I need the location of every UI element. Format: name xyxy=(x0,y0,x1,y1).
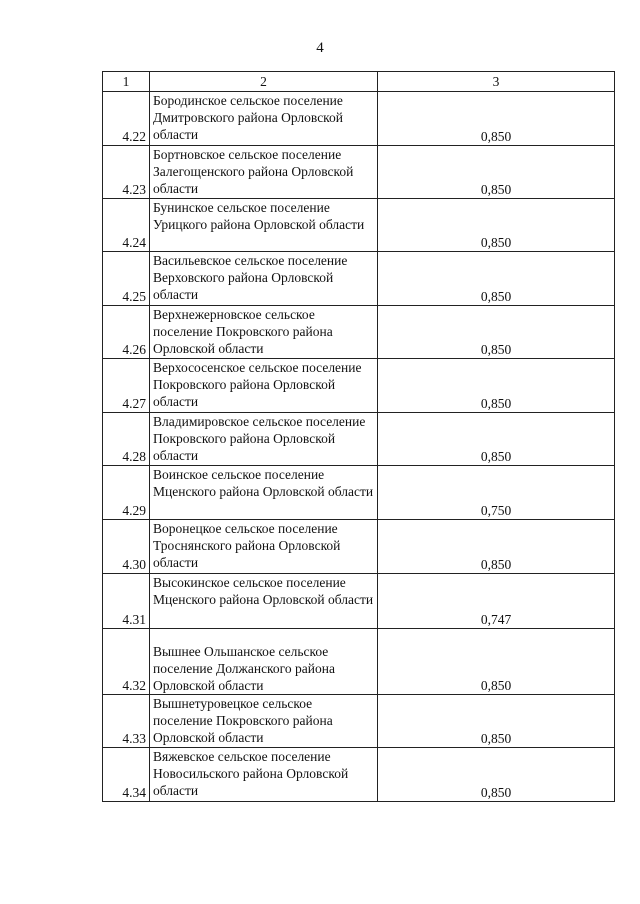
data-table xyxy=(102,71,615,802)
coefficient-value: 0,850 xyxy=(378,252,615,306)
table-row xyxy=(103,520,615,574)
row-number: 4.31 xyxy=(103,574,150,629)
table-row xyxy=(103,199,615,252)
table-row xyxy=(103,629,615,695)
coefficient-value: 0,747 xyxy=(378,574,615,629)
table-row xyxy=(103,92,615,146)
coefficient-value: 0,850 xyxy=(378,748,615,802)
page-number: 4 xyxy=(316,40,324,56)
row-number: 4.24 xyxy=(103,199,150,252)
row-number: 4.30 xyxy=(103,520,150,574)
settlement-name: Бортновское сельское поселение Залегощенского района Орловской области xyxy=(150,146,378,199)
settlement-name: Бородинское сельское поселение Дмитровского района Орловской области xyxy=(150,92,378,146)
settlement-name: Воинское сельское поселение Мценского района Орловской области xyxy=(150,466,378,520)
row-number: 4.22 xyxy=(103,92,150,146)
row-number: 4.26 xyxy=(103,306,150,359)
coefficient-value: 0,850 xyxy=(378,306,615,359)
coefficient-value: 0,750 xyxy=(378,466,615,520)
coefficient-value: 0,850 xyxy=(378,629,615,695)
settlement-name: Вышнетуровецкое сельское поселение Покровского района Орловской области xyxy=(150,695,378,748)
row-number: 4.25 xyxy=(103,252,150,306)
coefficient-value: 0,850 xyxy=(378,199,615,252)
table-header-row xyxy=(103,72,615,92)
table-row xyxy=(103,748,615,802)
coefficient-value: 0,850 xyxy=(378,146,615,199)
table-row xyxy=(103,252,615,306)
settlement-name: Высокинское сельское поселение Мценского района Орловской области xyxy=(150,574,378,629)
row-number: 4.27 xyxy=(103,359,150,413)
settlement-name: Верхнежерновское сельское поселение Покровского района Орловской области xyxy=(150,306,378,359)
row-number: 4.23 xyxy=(103,146,150,199)
settlement-name: Васильевское сельское поселение Верховского района Орловской области xyxy=(150,252,378,306)
table-row xyxy=(103,574,615,629)
row-number: 4.34 xyxy=(103,748,150,802)
row-number: 4.28 xyxy=(103,413,150,466)
row-number: 4.29 xyxy=(103,466,150,520)
table-row xyxy=(103,306,615,359)
settlement-name: Вышнее Ольшанское сельское поселение Должанского района Орловской области xyxy=(150,629,378,695)
table-row xyxy=(103,146,615,199)
settlement-name: Верхососенское сельское поселение Покровского района Орловской области xyxy=(150,359,378,413)
table-row xyxy=(103,695,615,748)
table-row xyxy=(103,413,615,466)
settlement-name: Бунинское сельское поселение Урицкого района Орловской области xyxy=(150,199,378,252)
table-row xyxy=(103,466,615,520)
row-number: 4.32 xyxy=(103,629,150,695)
column-header: 3 xyxy=(378,72,615,92)
row-number: 4.33 xyxy=(103,695,150,748)
column-header: 1 xyxy=(103,72,150,92)
coefficient-value: 0,850 xyxy=(378,520,615,574)
table-row xyxy=(103,359,615,413)
column-header: 2 xyxy=(150,72,378,92)
coefficient-value: 0,850 xyxy=(378,92,615,146)
coefficient-value: 0,850 xyxy=(378,413,615,466)
coefficient-value: 0,850 xyxy=(378,359,615,413)
settlement-name: Владимировское сельское поселение Покровского района Орловской области xyxy=(150,413,378,466)
coefficient-value: 0,850 xyxy=(378,695,615,748)
settlement-name: Вяжевское сельское поселение Новосильского района Орловской области xyxy=(150,748,378,802)
settlement-name: Воронецкое сельское поселение Троснянского района Орловской области xyxy=(150,520,378,574)
